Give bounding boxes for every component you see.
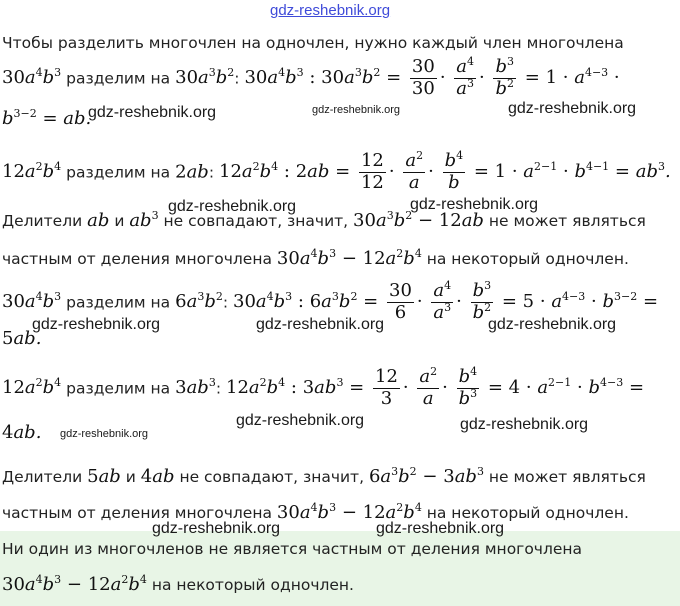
conclusion-line1: Ни один из многочленов не является частным от деления многочлена — [2, 540, 583, 558]
watermark: gdz-reshebnik.org — [168, 198, 297, 215]
dividers2-line: Делители 5ab и 4ab не совпадают, значит, $6a^3b^2 - 3ab^3$ не может являться — [2, 465, 646, 487]
watermark: gdz-reshebnik.org — [152, 520, 281, 537]
quotient1-line: частным от деления многочлена $30a^4b^3 - 12a^2b^4$ на некоторый одночлен. — [2, 247, 629, 269]
watermark: gdz-reshebnik.org — [236, 412, 365, 429]
watermark-top[interactable]: gdz-reshebnik.org — [270, 2, 391, 19]
step2-line: $12a^2b^4$ разделим на 2ab: $12a^2b^4$ : 2ab = $\frac{12}{12}$ · $\frac{a^2}{a}$ · $\frac{b^4}{b}$ = $1 \cdot a^{2-1} \cdot b^{4-1} = ab^3$. — [2, 149, 671, 193]
watermark: gdz-reshebnik.org — [488, 316, 617, 333]
step1-line-cont: $b^{3-2}$ = ab. — [2, 107, 92, 129]
watermark: gdz-reshebnik.org — [88, 104, 217, 121]
step4-line: $12a^2b^4$ разделим на $3ab^3$: $12a^2b^4$ : $3ab^3$ = $\frac{12}{3}$ · $\frac{a^2}{a}$ · $\frac{b^4}{b^3}$ = $4 \cdot a^{2-1} \cdot b^{4-3}$ = — [2, 365, 645, 409]
watermark: gdz-reshebnik.org — [410, 196, 539, 213]
watermark: gdz-reshebnik.org — [312, 104, 401, 116]
watermark: gdz-reshebnik.org — [256, 316, 385, 333]
watermark: gdz-reshebnik.org — [32, 316, 161, 333]
intro-text: Чтобы разделить многочлен на одночлен, нужно каждый член многочлена — [2, 34, 624, 52]
watermark: gdz-reshebnik.org — [60, 428, 149, 440]
conclusion-line2: $30a^4b^3 - 12a^2b^4$ на некоторый одночлен. — [2, 573, 354, 595]
step4-line-cont: 4ab. — [2, 422, 42, 443]
intro-line — [2, 34, 624, 52]
watermark: gdz-reshebnik.org — [460, 416, 589, 433]
step3-line: $30a^4b^3$ разделим на $6a^3b^2$: $30a^4b^3$ : $6a^3b^2$ = $\frac{30}{6}$ · $\frac{a^4}{a^3}$ · $\frac{b^3}{b^2}$ = $5 \cdot a^{4-3} \cdot b^{3-2}$ = — [2, 279, 659, 323]
watermark: gdz-reshebnik.org — [376, 520, 505, 537]
step3-line-cont: 5ab. — [2, 328, 42, 349]
dividers1-line: Делители ab и $ab^3$ не совпадают, значит, $30a^3b^2 - 12ab$ не может являться — [2, 209, 646, 231]
watermark: gdz-reshebnik.org — [508, 100, 637, 117]
step1-line: $30a^4b^3$ разделим на $30a^3b^2$: $30a^4b^3$ : $30a^3b^2$ = $\frac{30}{30}$ · $\frac{a^4}{a^3}$ · $\frac{b^3}{b^2}$ = $1 \cdot a^{4-3}$ · — [2, 55, 620, 99]
quotient2-line: частным от деления многочлена $30a^4b^3 - 12a^2b^4$ на некоторый одночлен. — [2, 501, 629, 523]
